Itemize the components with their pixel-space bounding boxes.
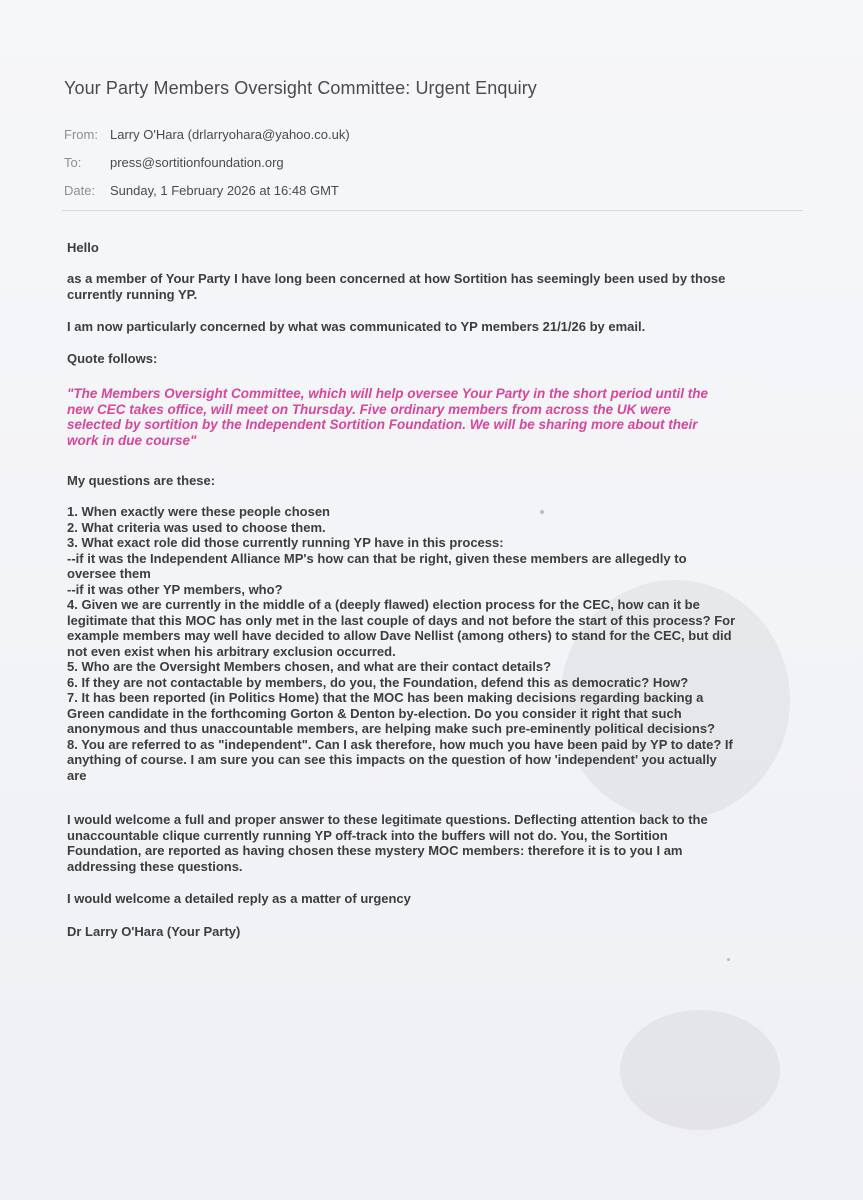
- closing-paragraph: [67, 812, 807, 874]
- question-line: oversee them: [67, 566, 151, 581]
- date-value: Sunday, 1 February 2026 at 16:48 GMT: [110, 183, 339, 198]
- question-line: 8. You are referred to as "independent". Can I ask therefore, how much you have been paid by YP to date? If: [67, 736, 733, 752]
- paragraph-2: I am now particularly concerned by what was communicated to YP members 21/1/26 by email.: [67, 319, 646, 334]
- paragraph-1-line: currently running YP.: [67, 286, 198, 302]
- question-line: not even exist when his arbitrary exclusion occurred.: [67, 643, 396, 659]
- email-subject: Your Party Members Oversight Committee: Urgent Enquiry: [64, 78, 537, 98]
- quote-intro: Quote follows:: [67, 351, 158, 366]
- from-label: From:: [64, 127, 98, 142]
- question-line: example members may well have decided to allow Dave Nellist (among others) to stand for the CEC, but did: [67, 628, 732, 643]
- date-label: Date:: [64, 183, 96, 198]
- question-line: 2. What criteria was used to choose them.: [67, 519, 326, 535]
- quote-line: "The Members Oversight Committee, which will help oversee Your Party in the short period until the: [67, 386, 709, 401]
- closing-line: addressing these questions.: [67, 858, 243, 874]
- paper-stain: [620, 1010, 780, 1130]
- header-divider: [62, 210, 803, 211]
- question-line: 4. Given we are currently in the middle of a (deeply flawed) election process for the CEC, how can it be: [67, 597, 700, 612]
- paper-speck: [727, 958, 730, 961]
- signature: Dr Larry O'Hara (Your Party): [67, 924, 241, 939]
- question-line: legitimate that this MOC has only met in the last couple of days and not before the start of this process? For: [67, 612, 736, 628]
- date-row: [64, 183, 339, 198]
- question-line: 6. If they are not contactable by members, do you, the Foundation, defend this as democratic? How?: [67, 674, 689, 690]
- quote-block: [67, 386, 807, 448]
- closing-line: Foundation, are reported as having chosen these mystery MOC members: therefore it is to you I am: [67, 843, 683, 858]
- question-line: anonymous and thus unaccountable members, are helping make such pre-eminently political decisions?: [67, 721, 715, 736]
- quote-line: work in due course": [67, 432, 197, 448]
- question-line: 5. Who are the Oversight Members chosen, and what are their contact details?: [67, 659, 552, 674]
- reply-request: I would welcome a detailed reply as a matter of urgency: [67, 891, 411, 906]
- question-line: anything of course. I am sure you can see this impacts on the question of how 'independent' you actually: [67, 752, 717, 767]
- question-line: --if it was the Independent Alliance MP's how can that be right, given these members are allegedly to: [67, 550, 687, 566]
- question-line: Green candidate in the forthcoming Gorton & Denton by-election. Do you consider it right that such: [67, 705, 682, 721]
- to-value: press@sortitionfoundation.org: [110, 155, 284, 170]
- from-row: [64, 127, 350, 142]
- question-line: --if it was other YP members, who?: [67, 581, 283, 597]
- closing-line: unaccountable clique currently running YP off-track into the buffers will not do. You, the Sortition: [67, 827, 668, 843]
- to-label: To:: [64, 155, 82, 170]
- from-value: Larry O'Hara (drlarryohara@yahoo.co.uk): [110, 127, 350, 142]
- closing-line: I would welcome a full and proper answer to these legitimate questions. Deflecting attention back to the: [67, 812, 708, 827]
- question-line: 3. What exact role did those currently running YP have in this process:: [67, 535, 504, 550]
- greeting: Hello: [67, 240, 99, 255]
- questions-intro: My questions are these:: [67, 473, 216, 488]
- to-row: [64, 155, 284, 170]
- paragraph-1-line: as a member of Your Party I have long been concerned at how Sortition has seemingly been used by those: [67, 271, 726, 286]
- quote-line: selected by sortition by the Independent Sortition Foundation. We will be sharing more about their: [67, 417, 698, 432]
- quote-line: new CEC takes office, will meet on Thursday. Five ordinary members from across the UK were: [67, 401, 671, 417]
- questions-list: [67, 504, 807, 783]
- question-line: 1. When exactly were these people chosen: [67, 504, 330, 519]
- paragraph-1: [67, 271, 807, 302]
- question-line: are: [67, 767, 87, 783]
- question-line: 7. It has been reported (in Politics Home) that the MOC has been making decisions regarding backing a: [67, 690, 704, 705]
